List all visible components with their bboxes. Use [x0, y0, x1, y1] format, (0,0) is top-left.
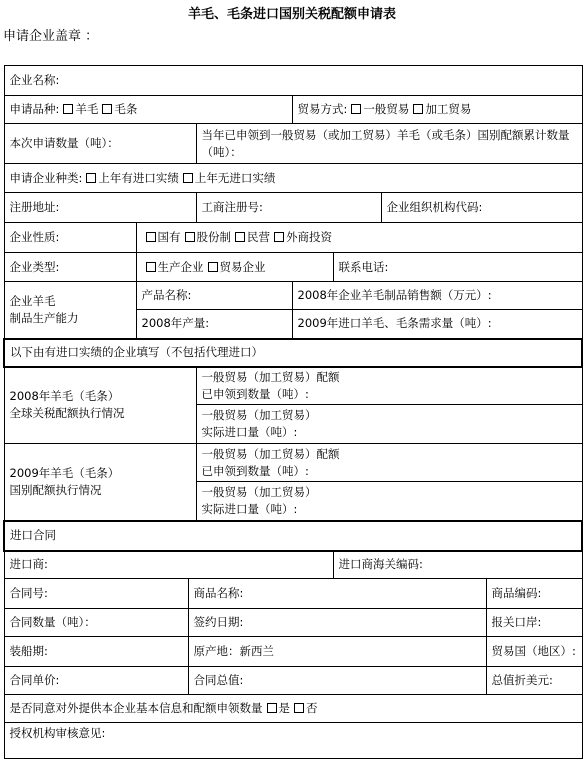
wool-label: 羊毛	[75, 102, 99, 116]
product-name2-cell[interactable]	[188, 579, 486, 609]
global-2008-received-line1: 一般贸易（加工贸易）配额	[201, 369, 340, 384]
global-2008-line1: 2008年羊毛（毛条）	[9, 389, 120, 404]
general-trade-checkbox[interactable]	[351, 104, 361, 114]
company-nature-label-cell	[4, 223, 136, 253]
customs-port-cell[interactable]	[486, 609, 582, 637]
sales-2008-label: 2008年企业羊毛制品销售额（万元）:	[297, 288, 492, 302]
trading-label: 贸易企业	[219, 259, 266, 274]
joint-stock-checkbox[interactable]	[185, 232, 195, 242]
import-contract-heading: 进口合同	[10, 528, 56, 542]
unit-price-label: 合同单价:	[9, 673, 60, 687]
consent-cell	[4, 695, 582, 723]
business-reg-cell[interactable]	[196, 193, 381, 223]
import-contract-heading-cell	[4, 521, 582, 551]
org-code-cell[interactable]	[381, 193, 582, 223]
phone-cell[interactable]	[333, 253, 582, 282]
no-import-checkbox[interactable]	[183, 173, 193, 183]
company-nature-options	[136, 223, 582, 253]
company-name-cell[interactable]	[4, 66, 582, 96]
processing-trade-checkbox[interactable]	[413, 104, 423, 114]
global-2008-line2: 全球关税配额执行情况	[9, 406, 125, 421]
unit-price-cell[interactable]	[4, 667, 188, 695]
wool-checkbox[interactable]	[63, 104, 73, 114]
country-2009-line1: 2009年羊毛（毛条）	[9, 465, 120, 480]
processing-trade-label: 加工贸易	[425, 102, 472, 116]
company-type-options	[136, 253, 333, 282]
foreign-label: 外商投资	[286, 230, 332, 244]
had-import-label: 上年有进口实绩	[98, 170, 179, 185]
apply-qty-label: 本次申请数量（吨）：	[9, 136, 119, 150]
with-record-note-cell	[4, 339, 582, 367]
total-value-label: 合同总值:	[193, 673, 244, 687]
trade-country-cell[interactable]	[486, 637, 582, 667]
product-name-label: 产品名称:	[141, 288, 192, 302]
demand-2009-label: 2009年进口羊毛、毛条需求量（吨）:	[297, 316, 492, 331]
company-nature-label: 企业性质:	[9, 230, 60, 244]
capacity-label-cell	[4, 282, 136, 339]
received-qty-cell[interactable]	[196, 124, 582, 164]
global-2008-received-cell[interactable]	[196, 367, 582, 405]
with-record-note: 以下由有进口实绩的企业填写（不包括代理进口）	[10, 345, 263, 359]
capacity-label-line2: 制品生产能力	[9, 310, 79, 325]
global-2008-actual-cell[interactable]	[196, 405, 582, 444]
contract-no-label: 合同号:	[9, 586, 48, 600]
company-type-label: 企业类型:	[9, 259, 60, 274]
output-2008-label: 2008年产量:	[141, 316, 210, 331]
usd-value-label: 总值折美元:	[491, 673, 553, 687]
contract-qty-cell[interactable]	[4, 609, 188, 637]
had-import-checkbox[interactable]	[86, 173, 96, 183]
trade-mode-label: 贸易方式:	[297, 102, 348, 116]
company-category-cell	[4, 164, 582, 193]
apply-qty-cell[interactable]	[4, 124, 196, 164]
country-2009-line2: 国别配额执行情况	[9, 482, 102, 497]
private-label: 民营	[247, 230, 270, 244]
origin-label: 原产地：新西兰	[193, 644, 274, 658]
wool-top-checkbox[interactable]	[102, 104, 112, 114]
contract-no-cell[interactable]	[4, 579, 188, 609]
consent-no-label: 否	[306, 701, 318, 715]
country-2009-received-line2: 已申领到数量（吨）:	[201, 463, 309, 478]
production-checkbox[interactable]	[146, 262, 156, 272]
global-2008-label-cell	[4, 367, 196, 444]
product-name2-label: 商品名称:	[193, 586, 244, 600]
authority-opinion-cell[interactable]	[4, 723, 582, 759]
country-2009-actual-cell[interactable]	[196, 482, 582, 521]
org-code-label: 企业组织机构代码:	[386, 200, 483, 214]
general-trade-label: 一般贸易	[363, 102, 410, 116]
no-import-label: 上年无进口实绩	[194, 170, 276, 185]
business-reg-label: 工商注册号:	[201, 200, 263, 214]
shipping-date-label: 装船期:	[9, 644, 48, 658]
demand-2009-cell[interactable]	[292, 310, 582, 339]
consent-yes-label: 是	[278, 701, 290, 715]
production-label: 生产企业	[157, 259, 204, 274]
company-type-label-cell	[4, 253, 136, 282]
importer-customs-code-cell[interactable]	[333, 551, 582, 579]
authority-opinion-label: 授权机构审核意见:	[9, 726, 106, 740]
apply-type-cell	[4, 96, 292, 124]
global-2008-actual-line1: 一般贸易（加工贸易）	[201, 408, 317, 422]
customs-port-label: 报关口岸:	[491, 615, 542, 629]
wool-top-label: 毛条	[114, 102, 138, 116]
origin-cell[interactable]	[188, 637, 486, 667]
country-2009-received-cell[interactable]	[196, 444, 582, 482]
contract-qty-label: 合同数量（吨）：	[9, 615, 96, 629]
capacity-label-line1: 企业羊毛	[9, 293, 56, 308]
importer-customs-code-label: 进口商海关编码:	[338, 557, 423, 572]
shipping-date-cell[interactable]	[4, 637, 188, 667]
product-code-cell[interactable]	[486, 579, 582, 609]
country-2009-received-line1: 一般贸易（加工贸易）配额	[201, 446, 340, 461]
trade-country-label: 贸易国（地区）:	[491, 644, 576, 658]
country-2009-actual-line1: 一般贸易（加工贸易）	[201, 484, 317, 499]
usd-value-cell[interactable]	[486, 667, 582, 695]
global-2008-actual-line2: 实际进口量（吨）:	[201, 425, 298, 439]
country-2009-label-cell	[4, 444, 196, 521]
phone-label: 联系电话:	[338, 259, 389, 274]
consent-label: 是否同意对外提供本企业基本信息和配额申领数量	[9, 701, 263, 715]
total-value-cell[interactable]	[188, 667, 486, 695]
importer-label: 进口商:	[9, 557, 48, 572]
state-owned-checkbox[interactable]	[146, 232, 156, 242]
sign-date-cell[interactable]	[188, 609, 486, 637]
company-category-label: 申请企业种类:	[9, 170, 83, 185]
reg-address-cell[interactable]	[4, 193, 196, 223]
joint-stock-label: 股份制	[196, 230, 231, 244]
trade-mode-cell	[292, 96, 582, 124]
importer-cell[interactable]	[4, 551, 333, 579]
product-name-cell[interactable]	[136, 282, 292, 310]
applicant-seal-label: 申请企业盖章 ：	[3, 29, 99, 44]
consent-yes-checkbox[interactable]	[267, 703, 277, 713]
sign-date-label: 签约日期:	[193, 615, 244, 629]
state-owned-label: 国有	[157, 230, 181, 244]
product-code-label: 商品编码:	[491, 586, 542, 600]
foreign-checkbox[interactable]	[274, 232, 284, 242]
apply-type-label: 申请品种:	[9, 102, 60, 116]
trading-checkbox[interactable]	[208, 262, 218, 272]
output-2008-cell[interactable]	[136, 310, 292, 339]
form-title: 羊毛、毛条进口国别关税配额申请表	[187, 7, 396, 22]
company-name-label: 企业名称:	[9, 73, 60, 87]
global-2008-received-line2: 已申领到数量（吨）:	[201, 386, 309, 401]
received-qty-label: 当年已申领到一般贸易（或加工贸易）羊毛（或毛条）国别配额累计数量（吨）：	[201, 127, 570, 159]
private-checkbox[interactable]	[235, 232, 245, 242]
country-2009-actual-line2: 实际进口量（吨）:	[201, 501, 298, 516]
application-form-table	[3, 65, 583, 759]
sales-2008-cell[interactable]	[292, 282, 582, 310]
consent-no-checkbox[interactable]	[294, 703, 304, 713]
reg-address-label: 注册地址:	[9, 200, 60, 214]
